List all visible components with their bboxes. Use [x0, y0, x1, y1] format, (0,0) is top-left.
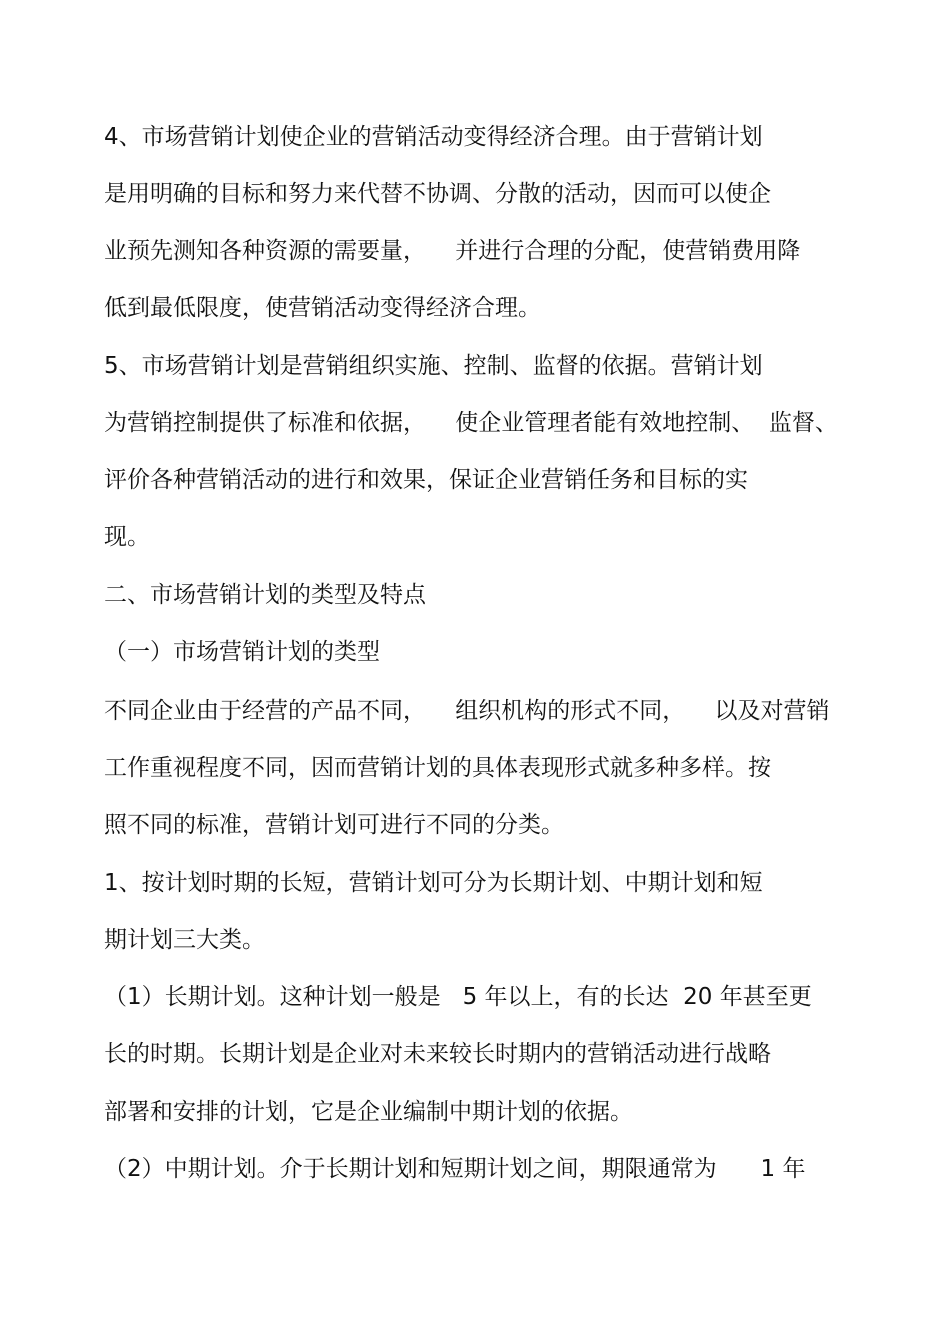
text-line: 部署和安排的计划，它是企业编制中期计划的依据。 — [104, 1099, 633, 1125]
text-line: 业预先测知各种资源的需要量， 并进行合理的分配，使营销费用降 — [104, 238, 801, 264]
text-line: （1）长期计划。这种计划一般是 5 年以上，有的长达 20 年甚至更 — [104, 984, 812, 1010]
text-line: 工作重视程度不同，因而营销计划的具体表现形式就多种多样。按 — [104, 755, 771, 781]
text-line: 是用明确的目标和努力来代替不协调、分散的活动，因而可以使企 — [104, 181, 771, 207]
section-heading: 二、市场营销计划的类型及特点 — [104, 582, 426, 608]
text-line: 照不同的标准，营销计划可进行不同的分类。 — [104, 812, 564, 838]
text-line: 低到最低限度，使营销活动变得经济合理。 — [104, 295, 541, 321]
text-line: 4、市场营销计划使企业的营销活动变得经济合理。由于营销计划 — [104, 124, 763, 150]
text-line: 现。 — [104, 524, 150, 550]
text-line: 为营销控制提供了标准和依据， 使企业管理者能有效地控制、 监督、 — [104, 410, 838, 436]
text-line: 评价各种营销活动的进行和效果，保证企业营销任务和目标的实 — [104, 467, 748, 493]
text-line: 长的时期。长期计划是企业对未来较长时期内的营销活动进行战略 — [104, 1041, 771, 1067]
text-line: （2）中期计划。介于长期计划和短期计划之间，期限通常为 1 年 — [104, 1156, 806, 1182]
text-line: 期计划三大类。 — [104, 927, 265, 953]
subsection-heading: （一）市场营销计划的类型 — [104, 639, 380, 665]
text-line: 不同企业由于经营的产品不同， 组织机构的形式不同， 以及对营销 — [104, 698, 830, 724]
text-line: 5、市场营销计划是营销组织实施、控制、监督的依据。营销计划 — [104, 353, 763, 379]
text-line: 1、按计划时期的长短，营销计划可分为长期计划、中期计划和短 — [104, 870, 763, 896]
